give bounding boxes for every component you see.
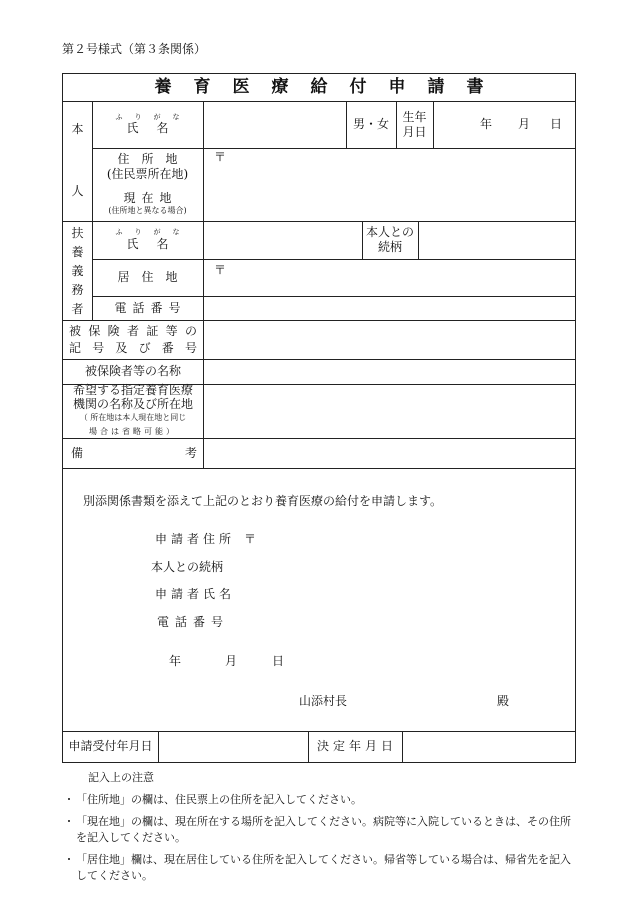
patient-name-label [92,101,203,148]
patient-postal-mark: 〒 [213,149,226,164]
insurance-card-label-line2: 記 号 及 び 番 号 [69,341,197,355]
form-title: 養育医療給付申請書 [154,76,506,97]
sex-selector[interactable]: 男・女 [352,117,389,131]
notes-heading: 記入上の注意 [88,771,154,784]
patient-current-label: 現在地 (住所地と異なる場合) [108,190,187,215]
insurance-card-label-line1: 被 保 険 者 証 等 の [69,324,197,338]
remarks-label-right: 考 [184,445,197,460]
applicant-name-label: 申請者氏名 [155,586,236,601]
guardian-phone-label: 電話番号 [114,300,187,315]
bullet-icon: ・ [63,814,75,828]
guardian-name-label: ふりがな 氏名 [115,228,192,251]
patient-furigana: ふりがな [115,112,192,121]
note-item: ・ 「居住地」欄は、現在居住している住所を記入してください。帰省等している場合は、帰省先を記入してください。 [63,852,571,882]
birth-month-unit: 月 [517,117,530,131]
received-date-label: 申請受付年月日 [68,739,153,753]
patient-name-text: 氏名 [126,121,187,136]
bullet-icon: ・ [63,792,75,806]
guardian-postal-mark: 〒 [213,262,226,277]
note-item: ・ 「住所地」の欄は、住民票上の住所を記入してください。 [63,792,362,806]
patient-address-label: 住所地 (住民票所在地) [106,151,190,181]
patient-section-label-1: 本 [71,121,84,136]
facility-label: 希望する指定養育医療 機関の名称及び所在地 （ 所在地は本人現在地と同じ 場合は省略可能） [72,383,193,436]
guardian-residence-label: 居住地 [117,270,190,284]
applicant-phone-label: 電話番号 [157,614,230,629]
note-item: ・ 「現在地」の欄は、現在所在する場所を記入してください。病院等に入院しているときは、その住所を記入してください。 [63,814,571,844]
addressee: 山添村長 [298,693,347,708]
applicant-relation-label: 本人との続柄 [151,559,224,574]
applicant-postal-mark: 〒 [243,531,256,546]
patient-section-label-2: 人 [71,183,84,198]
notes-section [62,770,576,890]
guardian-section-label: 扶 養 義 務 者 [71,225,84,316]
declaration-year-unit: 年 [168,653,181,668]
declaration-day-unit: 日 [271,653,284,668]
declaration-month-unit: 月 [224,653,237,668]
applicant-address-label: 申請者住所 [155,531,236,546]
form-number: 第２号様式（第３条関係） [62,42,207,56]
insurer-name-label: 被保険者等の名称 [84,364,181,378]
honorific: 殿 [496,693,509,708]
birth-day-unit: 日 [549,117,562,131]
remarks-label-left: 備 [70,445,83,460]
guardian-relation-label: 本人との 続柄 [365,225,414,254]
application-form [62,73,576,763]
birthdate-label: 生年 月日 [402,109,427,139]
bullet-icon: ・ [63,852,75,866]
insurance-card-label [69,322,197,358]
decision-date-label: 決定年月日 [316,739,397,753]
declaration-statement: 別添関係書類を添えて上記のとおり養育医療の給付を申請します。 [83,493,443,508]
birth-year-unit: 年 [479,117,492,131]
